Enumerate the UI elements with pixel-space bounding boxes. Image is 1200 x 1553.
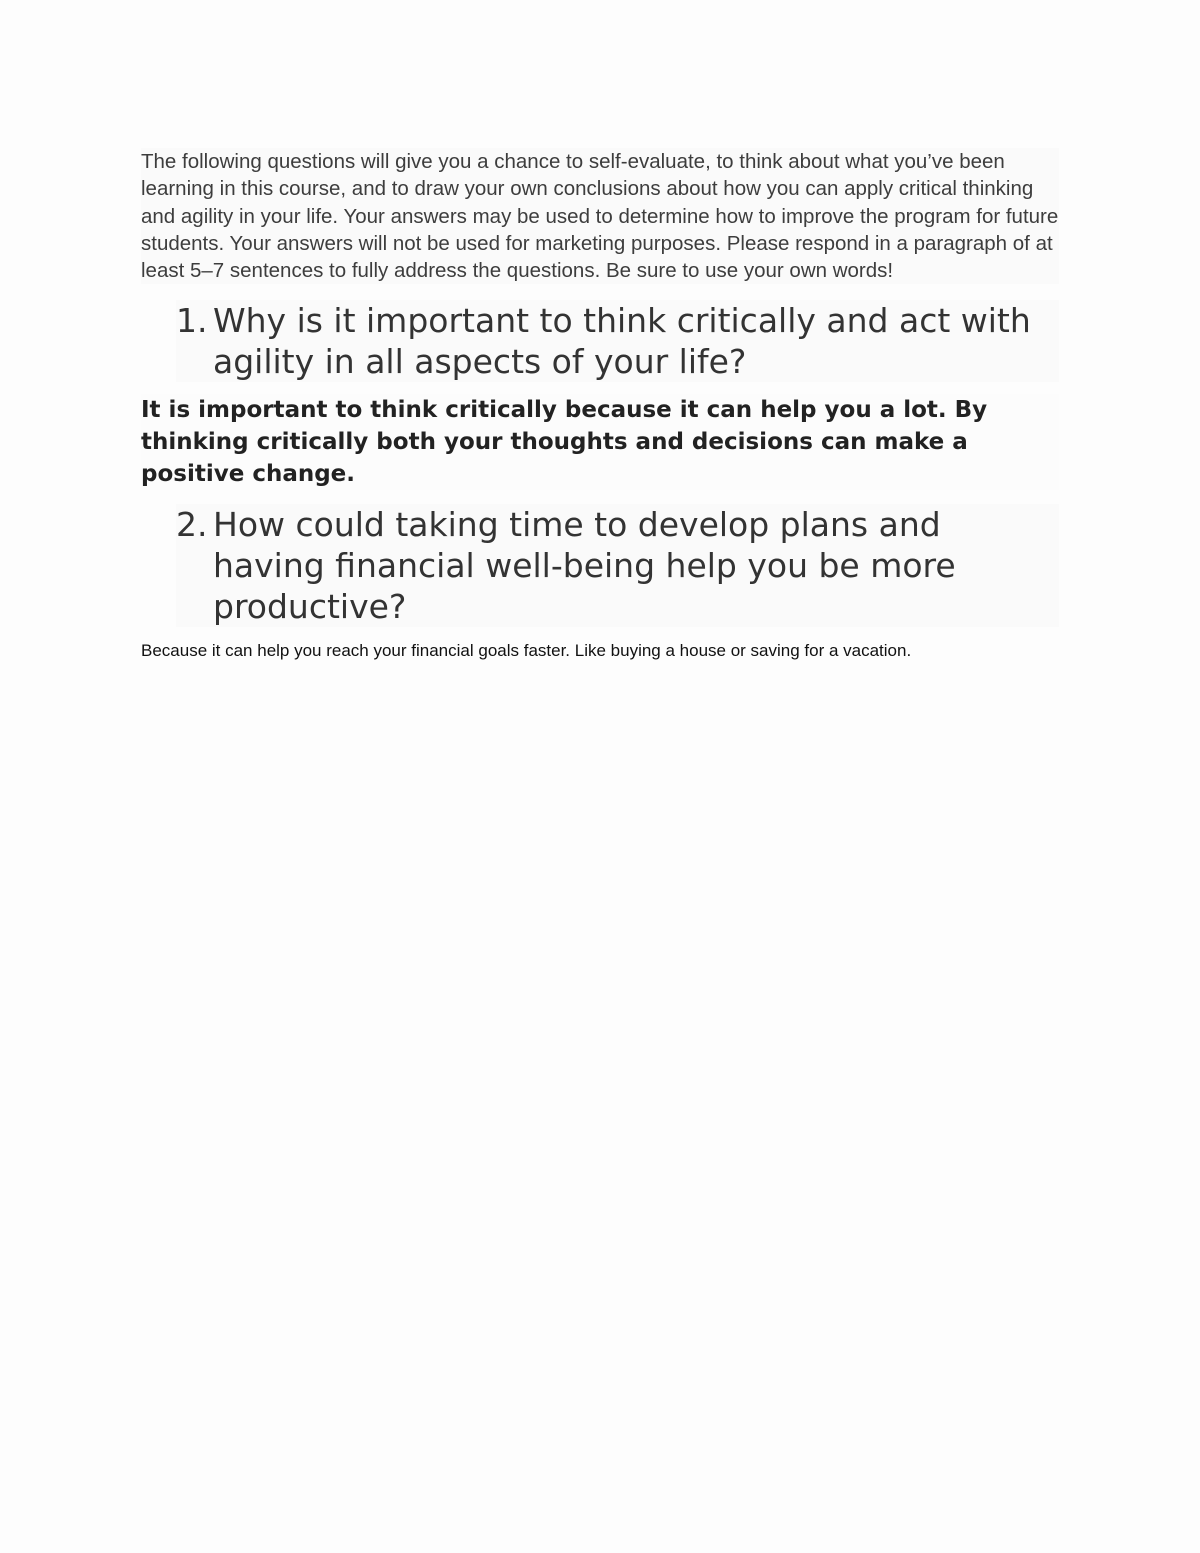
- question-1-text: Why is it important to think critically and act with agility in all aspects of your life?: [213, 301, 1031, 382]
- question-2-number: 2.: [176, 505, 208, 545]
- answer-1: It is important to think critically because it can help you a lot. By thinking critically both your thoughts and decisions can make a positive change.: [141, 394, 1059, 490]
- document-body: [141, 148, 1059, 663]
- intro-paragraph: The following questions will give you a chance to self-evaluate, to think about what you’ve been learning in this course, and to draw your own conclusions about how you can apply critical thinking and agility in your life. Your answers may be used to determine how to improve the program for future students. Your answers will not be used for marketing purposes. Please respond in a paragraph of at least 5–7 sentences to fully address the questions. Be sure to use your own words!: [141, 148, 1059, 284]
- question-2: [176, 504, 1059, 627]
- question-2-text: How could taking time to develop plans and having financial well-being help you be more productive?: [213, 505, 956, 627]
- question-1-number: 1.: [176, 301, 208, 341]
- question-1: [176, 300, 1059, 382]
- answer-2: Because it can help you reach your financial goals faster. Like buying a house or saving for a vacation.: [141, 641, 912, 661]
